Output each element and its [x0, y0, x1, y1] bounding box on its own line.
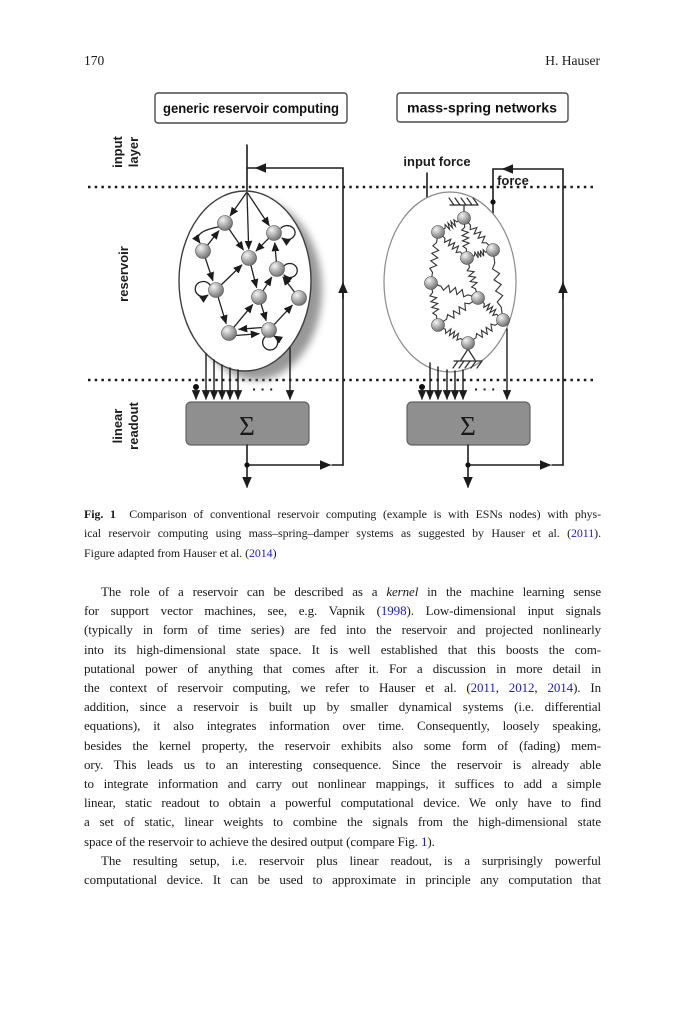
text-run: for support vector machines, see, e.g. Vapnik ( — [84, 603, 381, 619]
text-line — [84, 544, 601, 563]
text-line — [84, 774, 601, 793]
reservoir-ellipse — [179, 191, 311, 371]
text-line — [84, 870, 601, 889]
text-run: ). In — [573, 680, 601, 696]
text-run: addition, since a reservoir is built up by smaller dynamical systems (i.e. differential — [84, 699, 601, 715]
text-run: ). Low-dimensional input signals — [406, 603, 601, 619]
text-line — [84, 659, 601, 678]
text-line — [84, 716, 601, 735]
force-label: force — [497, 173, 529, 188]
figure-1 — [84, 86, 604, 496]
svg-text:layer: layer — [126, 136, 141, 168]
text-line — [84, 620, 601, 639]
text-run: ). — [594, 526, 601, 541]
figure-caption — [84, 505, 601, 563]
mass — [497, 314, 510, 327]
text-run: The resulting setup, i.e. reservoir plus linear readout, is a surprisingly powerful — [101, 852, 601, 868]
text-run: into its high-dimensional state space. It is well established that this boosts the com- — [84, 641, 601, 657]
mass — [487, 244, 500, 257]
citation-link[interactable]: 1998 — [380, 603, 407, 619]
text-run: ) — [272, 545, 277, 560]
text-run: kernel — [386, 584, 419, 599]
citation-link[interactable]: 2012 — [508, 680, 535, 696]
right-diagram — [384, 154, 563, 487]
page-header — [84, 53, 600, 69]
node — [218, 216, 233, 231]
text-line — [84, 524, 601, 543]
running-author: H. Hauser — [545, 53, 600, 68]
text-line — [84, 832, 601, 851]
text-run: Fig. 1 — [84, 507, 130, 521]
text-run: Figure adapted from Hauser et al. ( — [84, 545, 249, 560]
node — [252, 290, 267, 305]
text-run: space of the reservoir to achieve the desired output (compare Fig. — [84, 833, 421, 849]
mass — [432, 319, 445, 332]
mass — [472, 292, 485, 305]
text-line — [84, 582, 601, 601]
mass — [462, 337, 475, 350]
text-run: The role of a reservoir can be described as a — [101, 584, 387, 599]
node — [267, 226, 282, 241]
text-run: ). — [427, 833, 435, 849]
text-line — [84, 601, 601, 620]
mass — [425, 277, 438, 290]
node — [242, 251, 257, 266]
text-run: the context of reservoir computing, we refer to Hauser et al. ( — [84, 680, 471, 696]
left-diagram — [179, 145, 343, 487]
figure-1-svg — [84, 86, 604, 496]
svg-text:input: input — [110, 136, 125, 168]
text-run: (typically in form of time series) are fed into the reservoir and projected nonlinearly — [84, 622, 601, 638]
sigma-symbol-right: Σ — [460, 411, 476, 441]
generic-reservoir-title: generic reservoir computing — [163, 101, 339, 116]
node — [270, 262, 285, 277]
text-run: equations), it also integrates information over time. Consequently, loosely speaking, — [84, 718, 601, 734]
node — [209, 283, 224, 298]
citation-link[interactable]: 1 — [420, 833, 428, 849]
text-line — [84, 697, 601, 716]
svg-text:readout: readout — [126, 402, 141, 450]
text-run: , — [534, 680, 548, 696]
body-text — [84, 582, 601, 889]
citation-link[interactable]: 2014 — [547, 680, 574, 696]
sigma-symbol-left: Σ — [239, 411, 255, 441]
text-run: Comparison of conventional reservoir computing (example is with ESNs nodes) with phys- — [129, 507, 601, 521]
node — [222, 326, 237, 341]
node — [262, 323, 277, 338]
text-run: a set of static, linear weights to combine the signals from the high-dimensional state — [84, 814, 601, 830]
mass — [458, 212, 471, 225]
citation-link[interactable]: 2011 — [470, 680, 496, 696]
text-line — [84, 793, 601, 812]
input-force-label: input force — [403, 154, 471, 169]
mass — [461, 252, 474, 265]
text-run: to integrate information and carry out nonlinear mappings, it suffices to add a simple — [84, 776, 601, 792]
svg-text:linear: linear — [110, 408, 125, 444]
text-run: , — [495, 680, 509, 696]
text-line — [84, 851, 601, 870]
text-line — [84, 812, 601, 831]
text-run: computational device. It can be used to approximate in principle any computation that — [84, 872, 601, 888]
text-run: besides the kernel property, the reservoir exhibits also some form of (fading) mem- — [84, 737, 601, 753]
citation-link[interactable]: 2014 — [249, 545, 273, 560]
text-line — [84, 678, 601, 697]
text-line — [84, 505, 601, 524]
text-run: ical reservoir computing using mass–spring–damper systems as suggested by Hauser et al. ( — [84, 526, 572, 541]
text-line — [84, 640, 601, 659]
node — [196, 244, 211, 259]
text-run: in the machine learning sense — [418, 584, 602, 599]
mass-spring-title-box — [397, 93, 568, 122]
row-label-reservoir: reservoir — [116, 246, 131, 302]
row-label-input-layer — [110, 135, 141, 167]
text-run: ory. This leads us to an interesting consequence. Since the reservoir is already able — [84, 756, 601, 772]
mass-spring-title: mass-spring networks — [407, 100, 557, 116]
node — [292, 291, 307, 306]
text-line — [84, 736, 601, 755]
mass — [432, 226, 445, 239]
page-number: 170 — [84, 53, 105, 68]
generic-reservoir-title-box — [155, 93, 347, 123]
ellipsis-dots: · · · — [252, 381, 274, 397]
mass-spring-ellipse — [384, 192, 516, 372]
citation-link[interactable]: 2011 — [571, 526, 595, 541]
ellipsis-dots: · · · — [474, 381, 496, 397]
text-run: linear, static readout to obtain a powerful computational device. We only have to find — [84, 795, 601, 811]
text-run: putational power of anything that comes after it. For a discussion in more detail in — [84, 660, 601, 676]
text-line — [84, 755, 601, 774]
row-label-linear-readout — [110, 401, 141, 449]
